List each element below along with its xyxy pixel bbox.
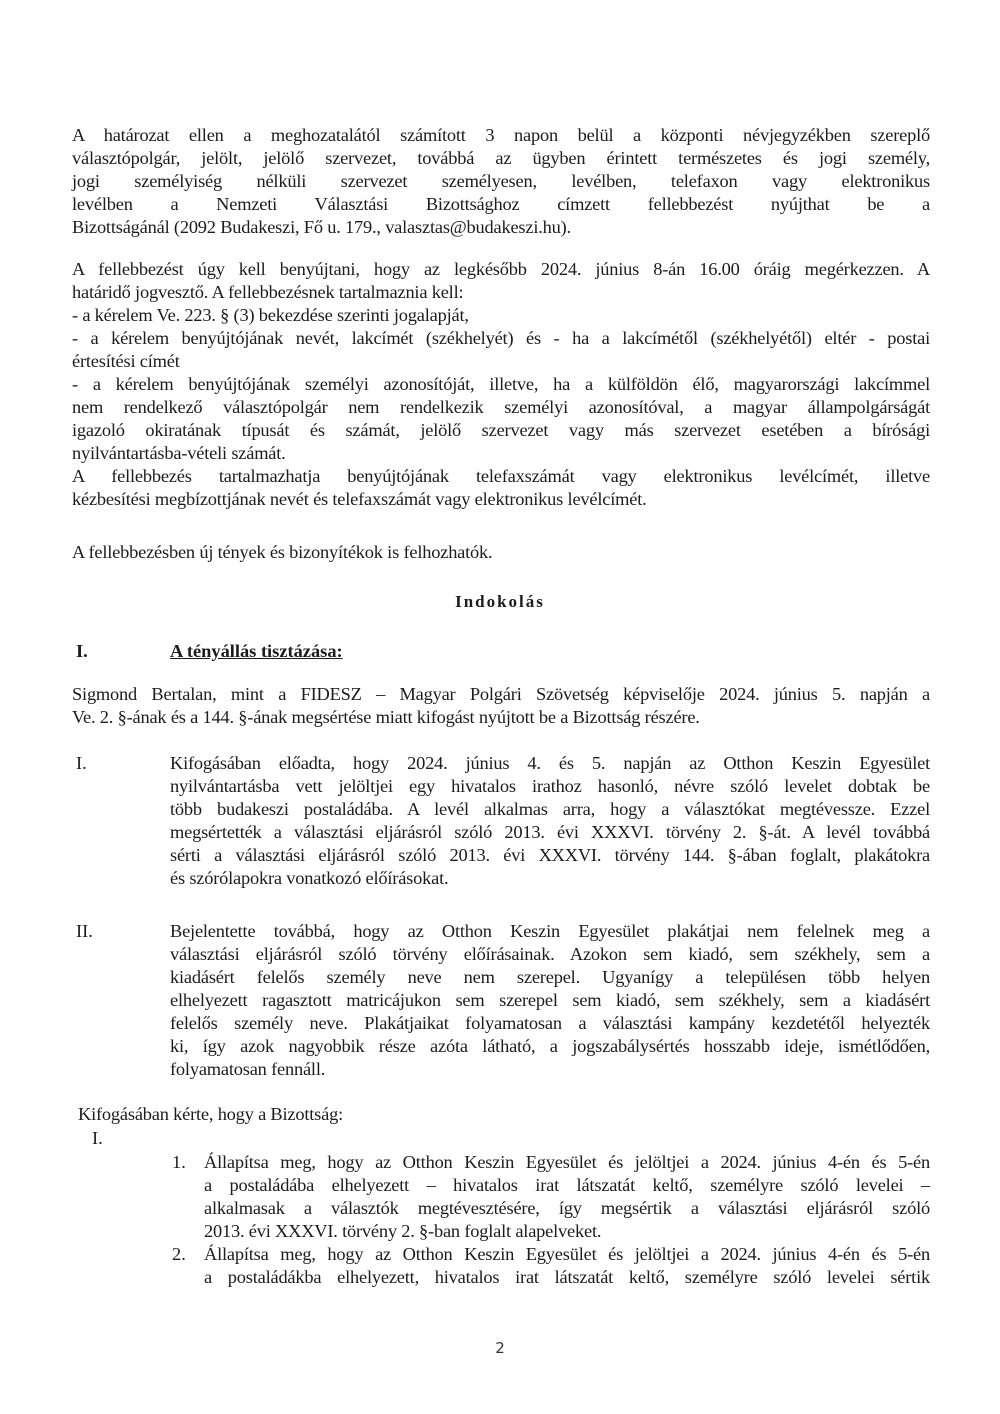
text-line: alkalmasak a választók megtévesztésére, így megsértik a választási eljárásról szóló bbox=[204, 1198, 930, 1218]
text-line: Állapítsa meg, hogy az Otthon Keszin Egyesület és jelöltjei a 2024. június 4-én és 5-én bbox=[204, 1152, 930, 1172]
request-item-number: 2. bbox=[172, 1244, 186, 1264]
text-line: Bizottságánál (2092 Budakeszi, Fő u. 179., valasztas@budakeszi.hu). bbox=[72, 217, 571, 237]
text-line: A fellebbezést úgy kell benyújtani, hogy az legkésőbb 2024. június 8-án 16.00 óráig megérkezzen. A bbox=[72, 259, 930, 279]
text-line: jogi személyiség nélküli szervezet személyesen, levélben, telefaxon vagy elektronikus bbox=[72, 171, 930, 191]
request-item-number: 1. bbox=[172, 1152, 186, 1172]
reasoning-title: Indokolás bbox=[455, 592, 545, 611]
text-line: A fellebbezés tartalmazhatja benyújtójának telefaxszámát vagy elektronikus levélcímét, illetve bbox=[72, 466, 930, 486]
section-heading: A tényállás tisztázása: bbox=[170, 641, 343, 661]
text-line: Kifogásában előadta, hogy 2024. június 4. és 5. napján az Otthon Keszin Egyesület bbox=[170, 753, 930, 773]
text-line: levélben a Nemzeti Választási Bizottsághoz címzett fellebbezést nyújthat be a bbox=[72, 194, 930, 214]
text-line: igazoló okiratának típusát és számát, jelölő szervezet vagy más szervezet esetében a bírósági bbox=[72, 420, 930, 440]
request-group-number: I. bbox=[92, 1128, 103, 1148]
text-line: elhelyezett ragasztott matricájukon sem szerepel sem kiadó, sem székhely, sem a kiadásért bbox=[170, 990, 930, 1010]
section-number: I. bbox=[76, 641, 88, 661]
text-line: folyamatosan fennáll. bbox=[170, 1059, 326, 1079]
text-line: nyilvántartásba vett jelöltjei egy hivatalos irathoz hasonló, névre szóló levelet dobtak be bbox=[170, 776, 930, 796]
page-number: 2 bbox=[495, 1339, 505, 1357]
text-line: Bejelentette továbbá, hogy az Otthon Keszin Egyesület plakátjai nem felelnek meg a bbox=[170, 921, 930, 941]
text-line: a postaládákba elhelyezett, hivatalos irat látszatát keltő, személyre szóló levelei sértik bbox=[204, 1267, 930, 1287]
text-line: nyilvántartásba-vételi számát. bbox=[72, 443, 286, 463]
text-line: A határozat ellen a meghozatalától számított 3 napon belül a központi névjegyzékben szereplő bbox=[72, 125, 930, 145]
text-line: sérti a választási eljárásról szóló 2013. évi XXXVI. törvény 144. §-ában foglalt, plakátokra bbox=[170, 845, 930, 865]
text-line: kézbesítési megbízottjának nevét és telefaxszámát vagy elektronikus levélcímét. bbox=[72, 489, 647, 509]
text-line: értesítési címét bbox=[72, 351, 180, 371]
text-line: - a kérelem Ve. 223. § (3) bekezdése szerinti jogalapját, bbox=[72, 305, 469, 325]
text-line: nem rendelkező választópolgár nem rendelkezik személyi azonosítóval, a magyar állampolgárságát bbox=[72, 397, 930, 417]
text-line: választási eljárásról szóló törvény előírásainak. Azokon sem kiadó, sem székhely, sem a bbox=[170, 944, 930, 964]
point-number: I. bbox=[76, 753, 87, 773]
text-line: Állapítsa meg, hogy az Otthon Keszin Egyesület és jelöltjei a 2024. június 4-én és 5-én bbox=[204, 1244, 930, 1264]
point-number: II. bbox=[76, 921, 93, 941]
text-line: kiadásért felelős személy neve nem szerepel. Ugyanígy a településen több helyen bbox=[170, 967, 930, 987]
request-intro: Kifogásában kérte, hogy a Bizottság: bbox=[78, 1104, 344, 1124]
text-line: - a kérelem benyújtójának személyi azonosítóját, illetve, ha a külföldön élő, magyarországi lakcímmel bbox=[72, 374, 930, 394]
text-line: 2013. évi XXXVI. törvény 2. §-ban foglalt alapelveket. bbox=[204, 1221, 602, 1241]
text-line: - a kérelem benyújtójának nevét, lakcímét (székhelyét) és - ha a lakcímétől (székhelyétől) eltér - postai bbox=[72, 328, 930, 348]
text-line: és szórólapokra vonatkozó előírásokat. bbox=[170, 868, 449, 888]
text-line: határidő jogvesztő. A fellebbezésnek tartalmaznia kell: bbox=[72, 282, 464, 302]
text-line: Ve. 2. §-ának és a 144. §-ának megsértése miatt kifogást nyújtott be a Bizottság részére. bbox=[72, 707, 700, 727]
text-line: ki, így azok nagyobbik része azóta látható, a jogszabálysértés hosszabb ideje, ismétlődően, bbox=[170, 1036, 930, 1056]
text-line: Sigmond Bertalan, mint a FIDESZ – Magyar Polgári Szövetség képviselője 2024. június 5. napján a bbox=[72, 684, 930, 704]
text-line: felelős személy neve. Plakátjaikat folyamatosan a választási kampány kezdetétől helyezték bbox=[170, 1013, 930, 1033]
text-line: több budakeszi postaládába. A levél alkalmas arra, hogy a választókat megtévessze. Ezzel bbox=[170, 799, 930, 819]
text-line: választópolgár, jelölt, jelölő szervezet, továbbá az ügyben érintett természetes és jogi személy, bbox=[72, 148, 930, 168]
text-line: a postaládába elhelyezett – hivatalos irat látszatát keltő, személyre szóló levelei – bbox=[204, 1175, 930, 1195]
text-line: megsértették a választási eljárásról szóló 2013. évi XXXVI. törvény 2. §-át. A levél továbbá bbox=[170, 822, 930, 842]
new-facts-paragraph: A fellebbezésben új tények és bizonyítékok is felhozhatók. bbox=[72, 542, 493, 562]
